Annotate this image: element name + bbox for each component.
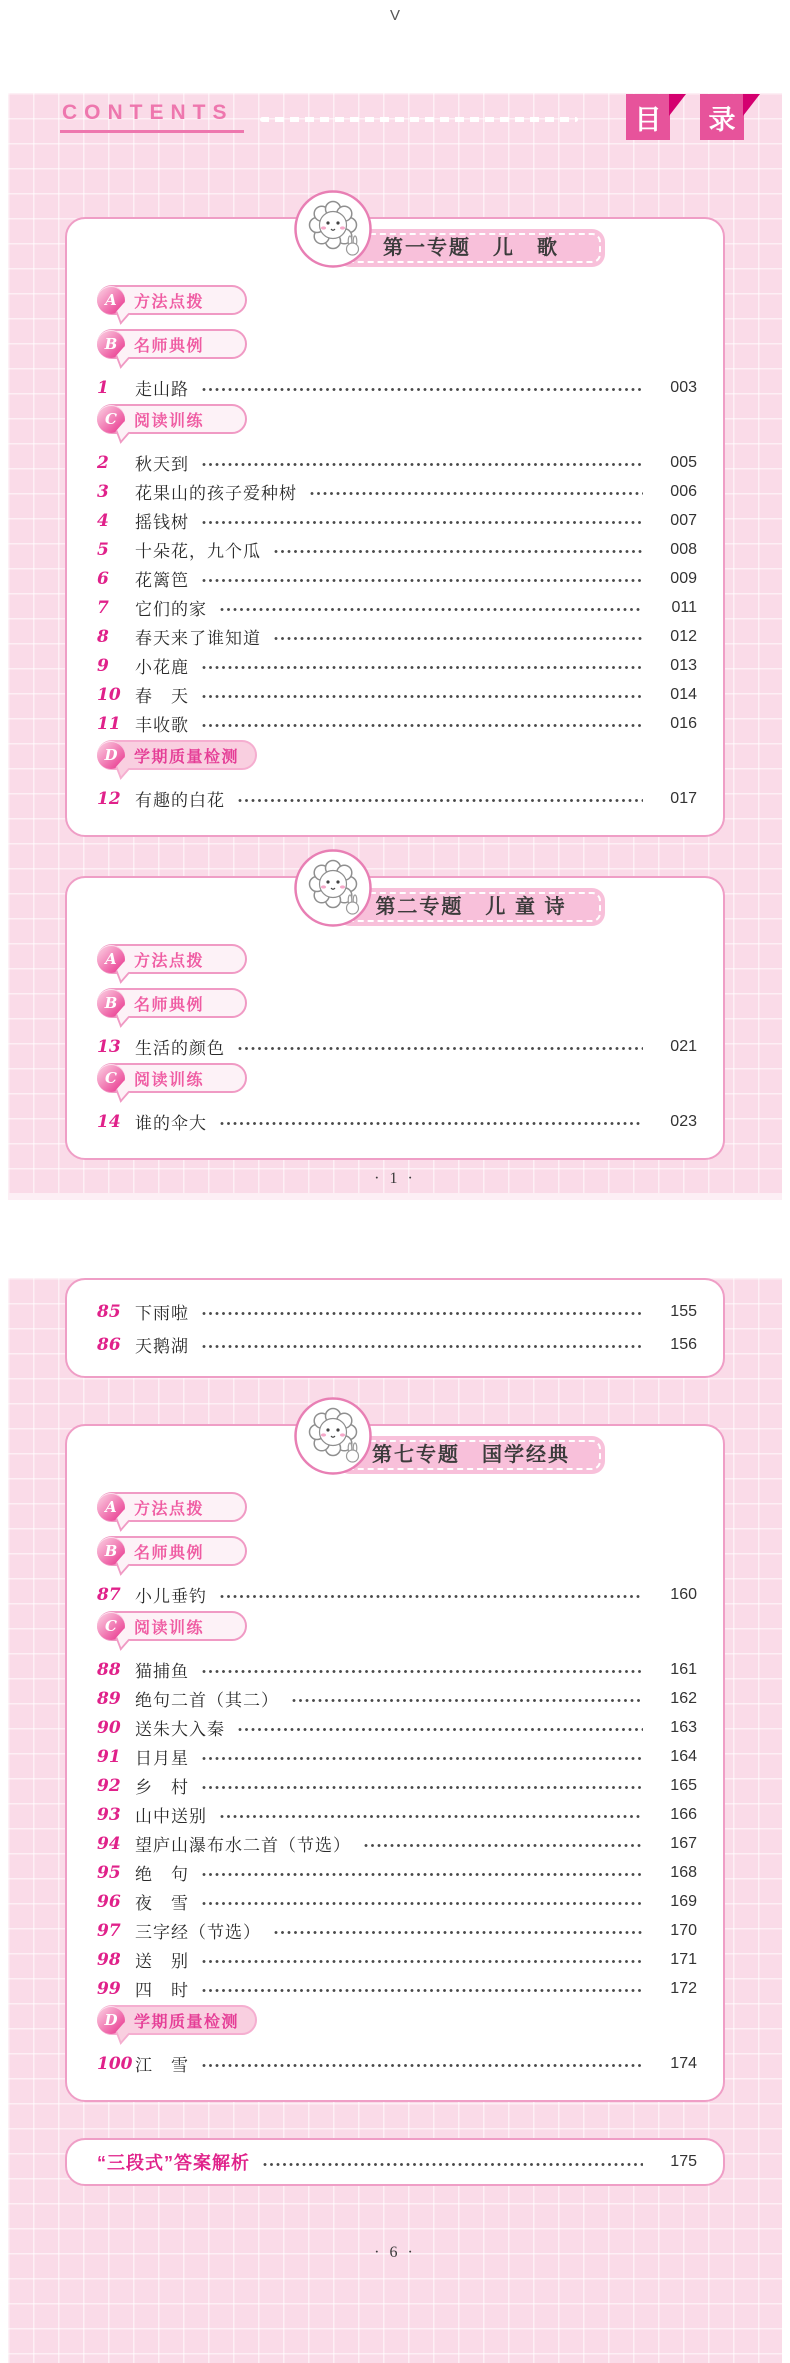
- toc-entry-row: [97, 1295, 697, 1328]
- method-tag: [97, 988, 247, 1018]
- mulu-char-2: 录: [708, 104, 736, 135]
- toc-entry-number: 5: [97, 539, 109, 560]
- toc-entry-title: 四 时: [135, 1981, 189, 2000]
- method-tag-row: [97, 988, 697, 1020]
- toc-entry-number: 8: [97, 626, 109, 647]
- toc-entry-number: 12: [97, 788, 121, 809]
- section-card-7: [65, 1424, 725, 2102]
- toc-entry-page: 161: [670, 1660, 697, 1678]
- toc-entry-number: 89: [97, 1688, 121, 1709]
- toc-entry-number: 99: [97, 1978, 121, 1999]
- toc-entry-page: 165: [670, 1776, 697, 1794]
- method-tag: [97, 2005, 257, 2035]
- method-tag-row: [97, 329, 697, 361]
- toc-entry-page: 166: [670, 1805, 697, 1823]
- toc-entry-page: 003: [670, 378, 697, 396]
- toc-entry-title: 夜 雪: [135, 1894, 189, 1913]
- toc-entry-page: 172: [670, 1979, 697, 1997]
- toc-entry-row: [97, 535, 697, 564]
- dot-leader: [201, 1343, 643, 1350]
- toc-entry-row: [97, 1684, 697, 1713]
- toc-entry-row: [97, 622, 697, 651]
- dot-leader: [219, 1813, 643, 1820]
- dot-leader: [201, 386, 643, 393]
- lion-mascot-icon: [293, 848, 373, 928]
- dot-leader: [201, 1958, 643, 1965]
- toc-entry-page: 005: [670, 453, 697, 471]
- method-tag-row: [97, 944, 697, 976]
- dot-leader: [291, 1697, 643, 1704]
- dot-leader: [201, 577, 643, 584]
- toc-entry-number: 95: [97, 1862, 121, 1883]
- method-tag: [97, 404, 247, 434]
- toc-entry-number: 9: [97, 655, 109, 676]
- toc-entry-row: [97, 448, 697, 477]
- toc-entry-page: 156: [670, 1335, 697, 1353]
- tag-letter-badge: B: [97, 1537, 125, 1565]
- toc-entry-number: 100: [97, 2053, 133, 2074]
- dot-leader: [201, 722, 643, 729]
- toc-entry-page: 023: [670, 1112, 697, 1130]
- toc-entry-title: 乡 村: [135, 1778, 189, 1797]
- answer-key-card: [65, 2138, 725, 2186]
- dot-leader: [201, 2062, 643, 2069]
- tag-letter-badge: C: [97, 1064, 125, 1092]
- method-tag-row: [97, 2005, 697, 2037]
- toc-entry-page: 013: [670, 656, 697, 674]
- toc-entry-page: 160: [670, 1585, 697, 1603]
- toc-entry-page: 162: [670, 1689, 697, 1707]
- toc-entry-number: 1: [97, 377, 109, 398]
- section-title: 第一专题 儿 歌: [383, 237, 559, 259]
- toc-entry-number: 6: [97, 568, 109, 589]
- toc-entry-page: 164: [670, 1747, 697, 1765]
- toc-entry-number: 10: [97, 684, 121, 705]
- method-tag: [97, 1536, 247, 1566]
- method-tag: [97, 1611, 247, 1641]
- toc-entry-title: 送朱大入秦: [135, 1720, 225, 1739]
- toc-entry-page: 174: [670, 2054, 697, 2072]
- toc-entry-page: 170: [670, 1921, 697, 1939]
- toc-entry-title: 三字经（节选）: [135, 1923, 261, 1942]
- tag-label: 学期质量检测: [134, 2013, 240, 2031]
- answer-key-page: 175: [670, 2153, 697, 2170]
- toc-entry-title: 花篱笆: [135, 571, 189, 590]
- toc-entry-title: 丰收歌: [135, 716, 189, 735]
- toc-entry-row: [97, 1800, 697, 1829]
- dot-leader: [201, 1755, 643, 1762]
- dot-leader: [237, 1726, 643, 1733]
- tag-letter-badge: C: [97, 1612, 125, 1640]
- toc-entry-row: [97, 2049, 697, 2078]
- toc-entry-number: 2: [97, 452, 109, 473]
- tag-label: 方法点拨: [134, 1500, 205, 1518]
- method-tag-row: [97, 1063, 697, 1095]
- dot-leader: [201, 1784, 643, 1791]
- tag-letter-badge: D: [97, 741, 125, 769]
- toc-entry-number: 88: [97, 1659, 121, 1680]
- toc-entry-number: 94: [97, 1833, 121, 1854]
- tag-label: 阅读训练: [134, 1071, 205, 1089]
- toc-entry-row: [97, 1974, 697, 2003]
- toc-entry-row: [97, 1742, 697, 1771]
- section-title-banner: [337, 229, 605, 267]
- toc-entry-title: 绝句二首（其二）: [135, 1691, 279, 1710]
- toc-entry-title: 小花鹿: [135, 658, 189, 677]
- toc-entry-number: 86: [97, 1334, 121, 1355]
- dot-leader: [201, 1871, 643, 1878]
- section-title: 第二专题 儿 童 诗: [375, 896, 567, 918]
- toc-entry-page: 014: [670, 685, 697, 703]
- toc-entry-number: 14: [97, 1111, 121, 1132]
- toc-entry-number: 3: [97, 481, 109, 502]
- toc-entry-row: [97, 1655, 697, 1684]
- lion-mascot-icon: [293, 189, 373, 269]
- toc-entry-page: 016: [670, 714, 697, 732]
- toc-entry-row: [97, 506, 697, 535]
- toc-entry-page: 017: [670, 789, 697, 807]
- method-tag: [97, 285, 247, 315]
- tag-letter-badge: A: [97, 1493, 125, 1521]
- toc-entry-title: 谁的伞大: [135, 1114, 207, 1133]
- toc-entry-page: 006: [670, 482, 697, 500]
- tag-letter-badge: A: [97, 286, 125, 314]
- overflow-items-card: [65, 1278, 725, 1378]
- dot-leader: [201, 519, 643, 526]
- dot-leader: [219, 1593, 643, 1600]
- toc-entry-title: 摇钱树: [135, 513, 189, 532]
- toc-entry-number: 7: [97, 597, 109, 618]
- toc-entry-row: [97, 784, 697, 813]
- toc-entry-number: 85: [97, 1301, 121, 1322]
- toc-entry-title: 下雨啦: [135, 1304, 189, 1323]
- toc-entry-page: 008: [670, 540, 697, 558]
- toc-entry-title: 生活的颜色: [135, 1039, 225, 1058]
- toc-entry-row: [97, 1858, 697, 1887]
- toc-entry-row: [97, 1032, 697, 1061]
- mulu-char-1: 目: [634, 104, 662, 135]
- toc-entry-row: [97, 680, 697, 709]
- answer-key-title: “三段式”答案解析: [97, 2153, 250, 2173]
- toc-entry-title: 绝 句: [135, 1865, 189, 1884]
- toc-entry-number: 11: [97, 713, 121, 734]
- toc-entry-page: 171: [670, 1950, 697, 1968]
- toc-entry-page: 007: [670, 511, 697, 529]
- method-tag: [97, 944, 247, 974]
- toc-entry-page: 163: [670, 1718, 697, 1736]
- section-card-header: [67, 189, 723, 297]
- dot-leader: [273, 1929, 643, 1936]
- tag-label: 阅读训练: [134, 1619, 205, 1637]
- method-tag-row: [97, 285, 697, 317]
- toc-entry-row: [97, 1580, 697, 1609]
- toc-entry-row: [97, 1107, 697, 1136]
- toc-entry-number: 4: [97, 510, 109, 531]
- toc-entry-number: 98: [97, 1949, 121, 1970]
- toc-entry-row: [97, 373, 697, 402]
- contents-header: [8, 93, 782, 141]
- dot-leader: [237, 1045, 643, 1052]
- toc-entry-row: [97, 1945, 697, 1974]
- section-card-2: [65, 876, 725, 1160]
- section-card-body: [67, 1426, 723, 2100]
- dot-leader: [273, 548, 643, 555]
- method-tag-row: [97, 1492, 697, 1524]
- dot-leader: [363, 1842, 643, 1849]
- tag-label: 阅读训练: [134, 412, 205, 430]
- toc-entry-title: 日月星: [135, 1749, 189, 1768]
- dot-leader: [201, 1310, 643, 1317]
- toc-entry-row: [97, 1829, 697, 1858]
- dot-leader: [309, 490, 643, 497]
- toc-entry-row: [97, 1771, 697, 1800]
- contents-heading: CONTENTS: [60, 101, 244, 133]
- tag-label: 学期质量检测: [134, 748, 240, 766]
- toc-entry-page: 021: [670, 1037, 697, 1055]
- toc-entry-title: 它们的家: [135, 600, 207, 619]
- dot-leader: [201, 1987, 643, 1994]
- method-tag: [97, 1063, 247, 1093]
- dot-leader: [201, 1668, 643, 1675]
- page-seam: [8, 1193, 782, 1200]
- dashed-divider: [260, 117, 579, 122]
- folded-corner-icon: [743, 94, 760, 116]
- toc-entry-page: 012: [670, 627, 697, 645]
- lion-mascot-icon: [293, 1396, 373, 1476]
- dot-leader: [201, 693, 643, 700]
- top-margin: [0, 0, 790, 30]
- toc-entry-row: [97, 1328, 697, 1361]
- tag-label: 名师典例: [134, 996, 205, 1014]
- page-indicator: V: [389, 6, 400, 24]
- toc-entry-page: 169: [670, 1892, 697, 1910]
- answer-key-row: [97, 2149, 697, 2175]
- dot-leader: [219, 606, 643, 613]
- method-tag: [97, 1492, 247, 1522]
- toc-entry-title: 春天来了谁知道: [135, 629, 261, 648]
- method-tag-row: [97, 740, 697, 772]
- toc-entry-row: [97, 709, 697, 738]
- page-number-footer: · 1 ·: [374, 1170, 416, 1187]
- toc-page-2: [8, 1278, 782, 2363]
- dot-leader: [262, 2161, 643, 2168]
- dot-leader: [219, 1120, 643, 1127]
- toc-entry-number: 92: [97, 1775, 121, 1796]
- toc-entry-title: 送 别: [135, 1952, 189, 1971]
- toc-entry-number: 97: [97, 1920, 121, 1941]
- tag-label: 方法点拨: [134, 952, 205, 970]
- toc-entry-title: 春 天: [135, 687, 189, 706]
- tag-letter-badge: B: [97, 989, 125, 1017]
- tag-letter-badge: B: [97, 330, 125, 358]
- method-tag-row: [97, 1611, 697, 1643]
- toc-entry-title: 江 雪: [135, 2056, 189, 2075]
- tag-label: 方法点拨: [134, 293, 205, 311]
- toc-entry-title: 走山路: [135, 380, 189, 399]
- toc-entry-row: [97, 1916, 697, 1945]
- dot-leader: [201, 1900, 643, 1907]
- tag-label: 名师典例: [134, 337, 205, 355]
- toc-entry-number: 96: [97, 1891, 121, 1912]
- method-tag: [97, 329, 247, 359]
- toc-entry-title: 望庐山瀑布水二首（节选）: [135, 1836, 351, 1855]
- toc-entry-row: [97, 1887, 697, 1916]
- folded-corner-icon: [669, 94, 686, 116]
- toc-entry-number: 93: [97, 1804, 121, 1825]
- toc-entry-page: 168: [670, 1863, 697, 1881]
- toc-entry-row: [97, 593, 697, 622]
- toc-entry-number: 87: [97, 1584, 121, 1605]
- section-title: 第七专题 国学经典: [372, 1444, 570, 1466]
- toc-entry-title: 山中送别: [135, 1807, 207, 1826]
- toc-entry-title: 小儿垂钓: [135, 1587, 207, 1606]
- toc-entry-number: 91: [97, 1746, 121, 1767]
- dot-leader: [237, 797, 643, 804]
- toc-entry-row: [97, 477, 697, 506]
- dot-leader: [201, 461, 643, 468]
- page-number-footer: · 6 ·: [374, 2244, 416, 2261]
- toc-entry-row: [97, 564, 697, 593]
- section-card-header: [67, 848, 723, 956]
- toc-entry-page: 009: [670, 569, 697, 587]
- section-title-banner: [337, 888, 605, 926]
- toc-entry-row: [97, 1713, 697, 1742]
- toc-entry-page: 167: [670, 1834, 697, 1852]
- dot-leader: [201, 664, 643, 671]
- toc-page-1: [8, 93, 782, 1193]
- method-tag: [97, 740, 257, 770]
- toc-entry-title: 猫捕鱼: [135, 1662, 189, 1681]
- section-card-body: [67, 219, 723, 835]
- toc-entry-title: 有趣的白花: [135, 791, 225, 810]
- toc-entry-title: 秋天到: [135, 455, 189, 474]
- toc-entry-title: 花果山的孩子爱种树: [135, 484, 297, 503]
- section-title-banner: [337, 1436, 605, 1474]
- toc-entry-row: [97, 651, 697, 680]
- tag-letter-badge: D: [97, 2006, 125, 2034]
- mulu-badge-1: [626, 94, 670, 140]
- toc-entry-page: 155: [670, 1302, 697, 1320]
- tag-letter-badge: C: [97, 405, 125, 433]
- mulu-badge-2: [700, 94, 744, 140]
- toc-entry-title: 十朵花，九个瓜: [135, 542, 261, 561]
- tag-label: 名师典例: [134, 1544, 205, 1562]
- toc-entry-number: 13: [97, 1036, 121, 1057]
- toc-entry-page: 011: [671, 598, 697, 616]
- toc-entry-number: 90: [97, 1717, 121, 1738]
- method-tag-row: [97, 1536, 697, 1568]
- section-card-1: [65, 217, 725, 837]
- dot-leader: [273, 635, 643, 642]
- section-card-header: [67, 1396, 723, 1504]
- method-tag-row: [97, 404, 697, 436]
- tag-letter-badge: A: [97, 945, 125, 973]
- toc-entry-title: 天鹅湖: [135, 1337, 189, 1356]
